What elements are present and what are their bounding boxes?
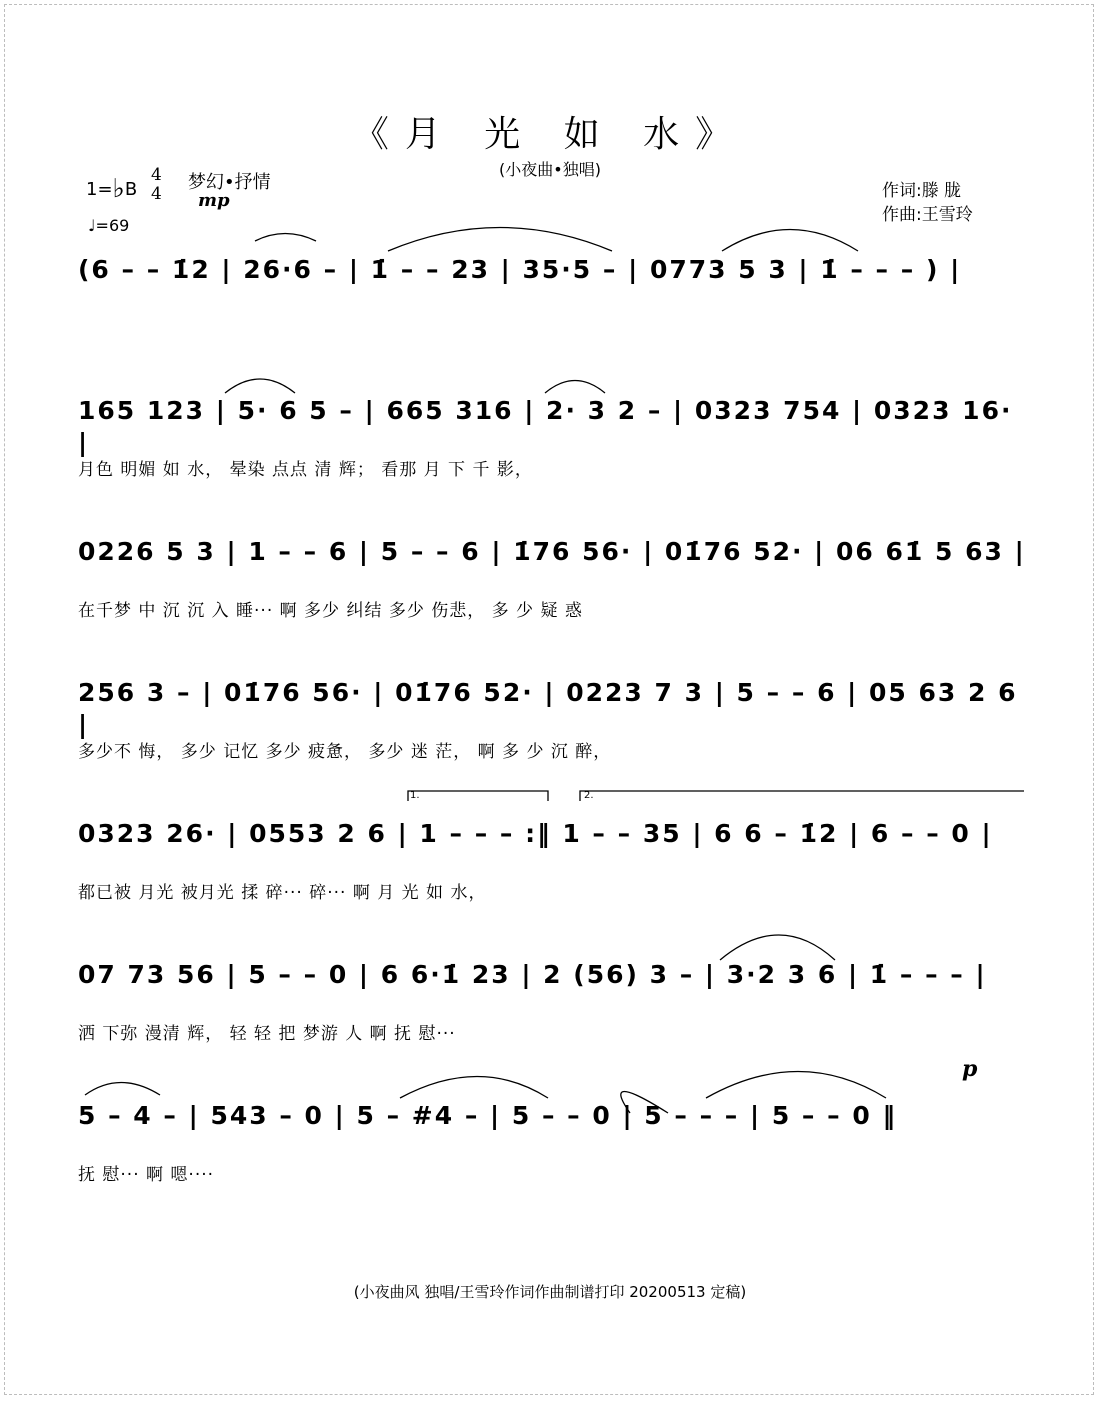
score-row: [78, 254, 1028, 366]
flat-sign: ♭: [112, 174, 125, 204]
slur-arc: [722, 230, 858, 252]
key-note: B: [124, 179, 138, 200]
slur-arc: [720, 935, 835, 960]
tempo-value: =69: [95, 216, 130, 235]
score-row: [78, 677, 1028, 789]
slur-arc: [545, 381, 605, 394]
volta-bracket-2: [580, 791, 1024, 801]
lyric-line: 抚 慰··· 啊 嗯····: [78, 1165, 215, 1185]
dynamic-mp: mp: [198, 190, 230, 211]
music-line: (6 – – 1̇2 | 26·6 – | 1̇ – – 23 | 35·5 – | 0773 5 3 | 1̇ – – – ) |: [78, 255, 962, 284]
slur-arc: [255, 234, 316, 242]
music-line: 0323 26· | 0553 2 6 | 1 – – – :‖ 1 – – 35 | 6 6 – 1̇2 | 6 – – 0 |: [78, 819, 993, 848]
slur-arc: [225, 379, 295, 393]
time-denominator: 4: [151, 184, 162, 204]
music-line: 256 3 – | 01̇76 56· | 01̇76 52· | 0223 7 3 | 5 – – 6 | 05 63 2 6 |: [78, 678, 1018, 739]
lyric-line: 月色 明媚 如 水， 晕染 点点 清 辉； 看那 月 下 千 影，: [78, 460, 533, 480]
music-line: 5 – 4 – | 543 – 0 | 5 – #4 – | 5 – – 0 | 5 – – – | 5 – – 0 ‖: [78, 1101, 897, 1130]
lyric-line: 洒 下弥 漫清 辉， 轻 轻 把 梦游 人 啊 抚 慰···: [78, 1024, 456, 1044]
volta-label-1: 1.: [410, 790, 420, 801]
score-row: [78, 536, 1028, 648]
time-numerator: 4: [151, 165, 162, 185]
dynamic-p: p: [962, 1056, 978, 1082]
lyric-line: 多少不 悔， 多少 记忆 多少 疲惫， 多少 迷 茫， 啊 多 少 沉 醉，: [78, 742, 612, 762]
volta-bracket-1: [408, 791, 548, 801]
slur-arc: [85, 1083, 160, 1096]
music-line: 07 73 56 | 5 – – 0 | 6 6·1̇ 23 | 2 (56) 3 – | 3·2 3 6 | 1̇ – – – |: [78, 960, 987, 989]
music-line: 0226 5 3 | 1 – – 6 | 5 – – 6 | 1̇76 56· | 01̇76 52· | 06 61̇ 5 63 |: [78, 537, 1026, 566]
footer-note: (小夜曲风 独唱/王雪玲作词作曲制谱打印 20200513 定稿): [353, 1283, 747, 1301]
song-subtitle: (小夜曲•独唱): [499, 160, 601, 179]
slur-arc: [400, 1077, 548, 1099]
score-row: [78, 395, 1028, 507]
key-label: 1=: [86, 179, 113, 200]
music-line: 165 123 | 5· 6 5 – | 665 316 | 2· 3 2 – | 0323 754 | 0323 16· |: [78, 396, 1013, 457]
score-row: [78, 1100, 1028, 1212]
score-row: [78, 818, 1028, 930]
quarter-note-icon: ♩: [88, 216, 96, 235]
slur-arc: [706, 1072, 886, 1099]
slur-arc: [388, 228, 612, 252]
lyric-line: 都已被 月光 被月光 揉 碎··· 碎··· 啊 月 光 如 水，: [78, 883, 487, 903]
score-row: [78, 959, 1028, 1071]
lyricist-credit: 作词:滕 胧: [882, 181, 962, 201]
volta-label-2: 2.: [584, 790, 594, 801]
song-title: 《月 光 如 水》: [352, 114, 748, 155]
composer-credit: 作曲:王雪玲: [882, 205, 973, 225]
mood-marking: 梦幻•抒情: [188, 172, 271, 193]
lyric-line: 在千梦 中 沉 沉 入 睡··· 啊 多少 纠结 多少 伤悲， 多 少 疑 惑: [78, 601, 583, 621]
